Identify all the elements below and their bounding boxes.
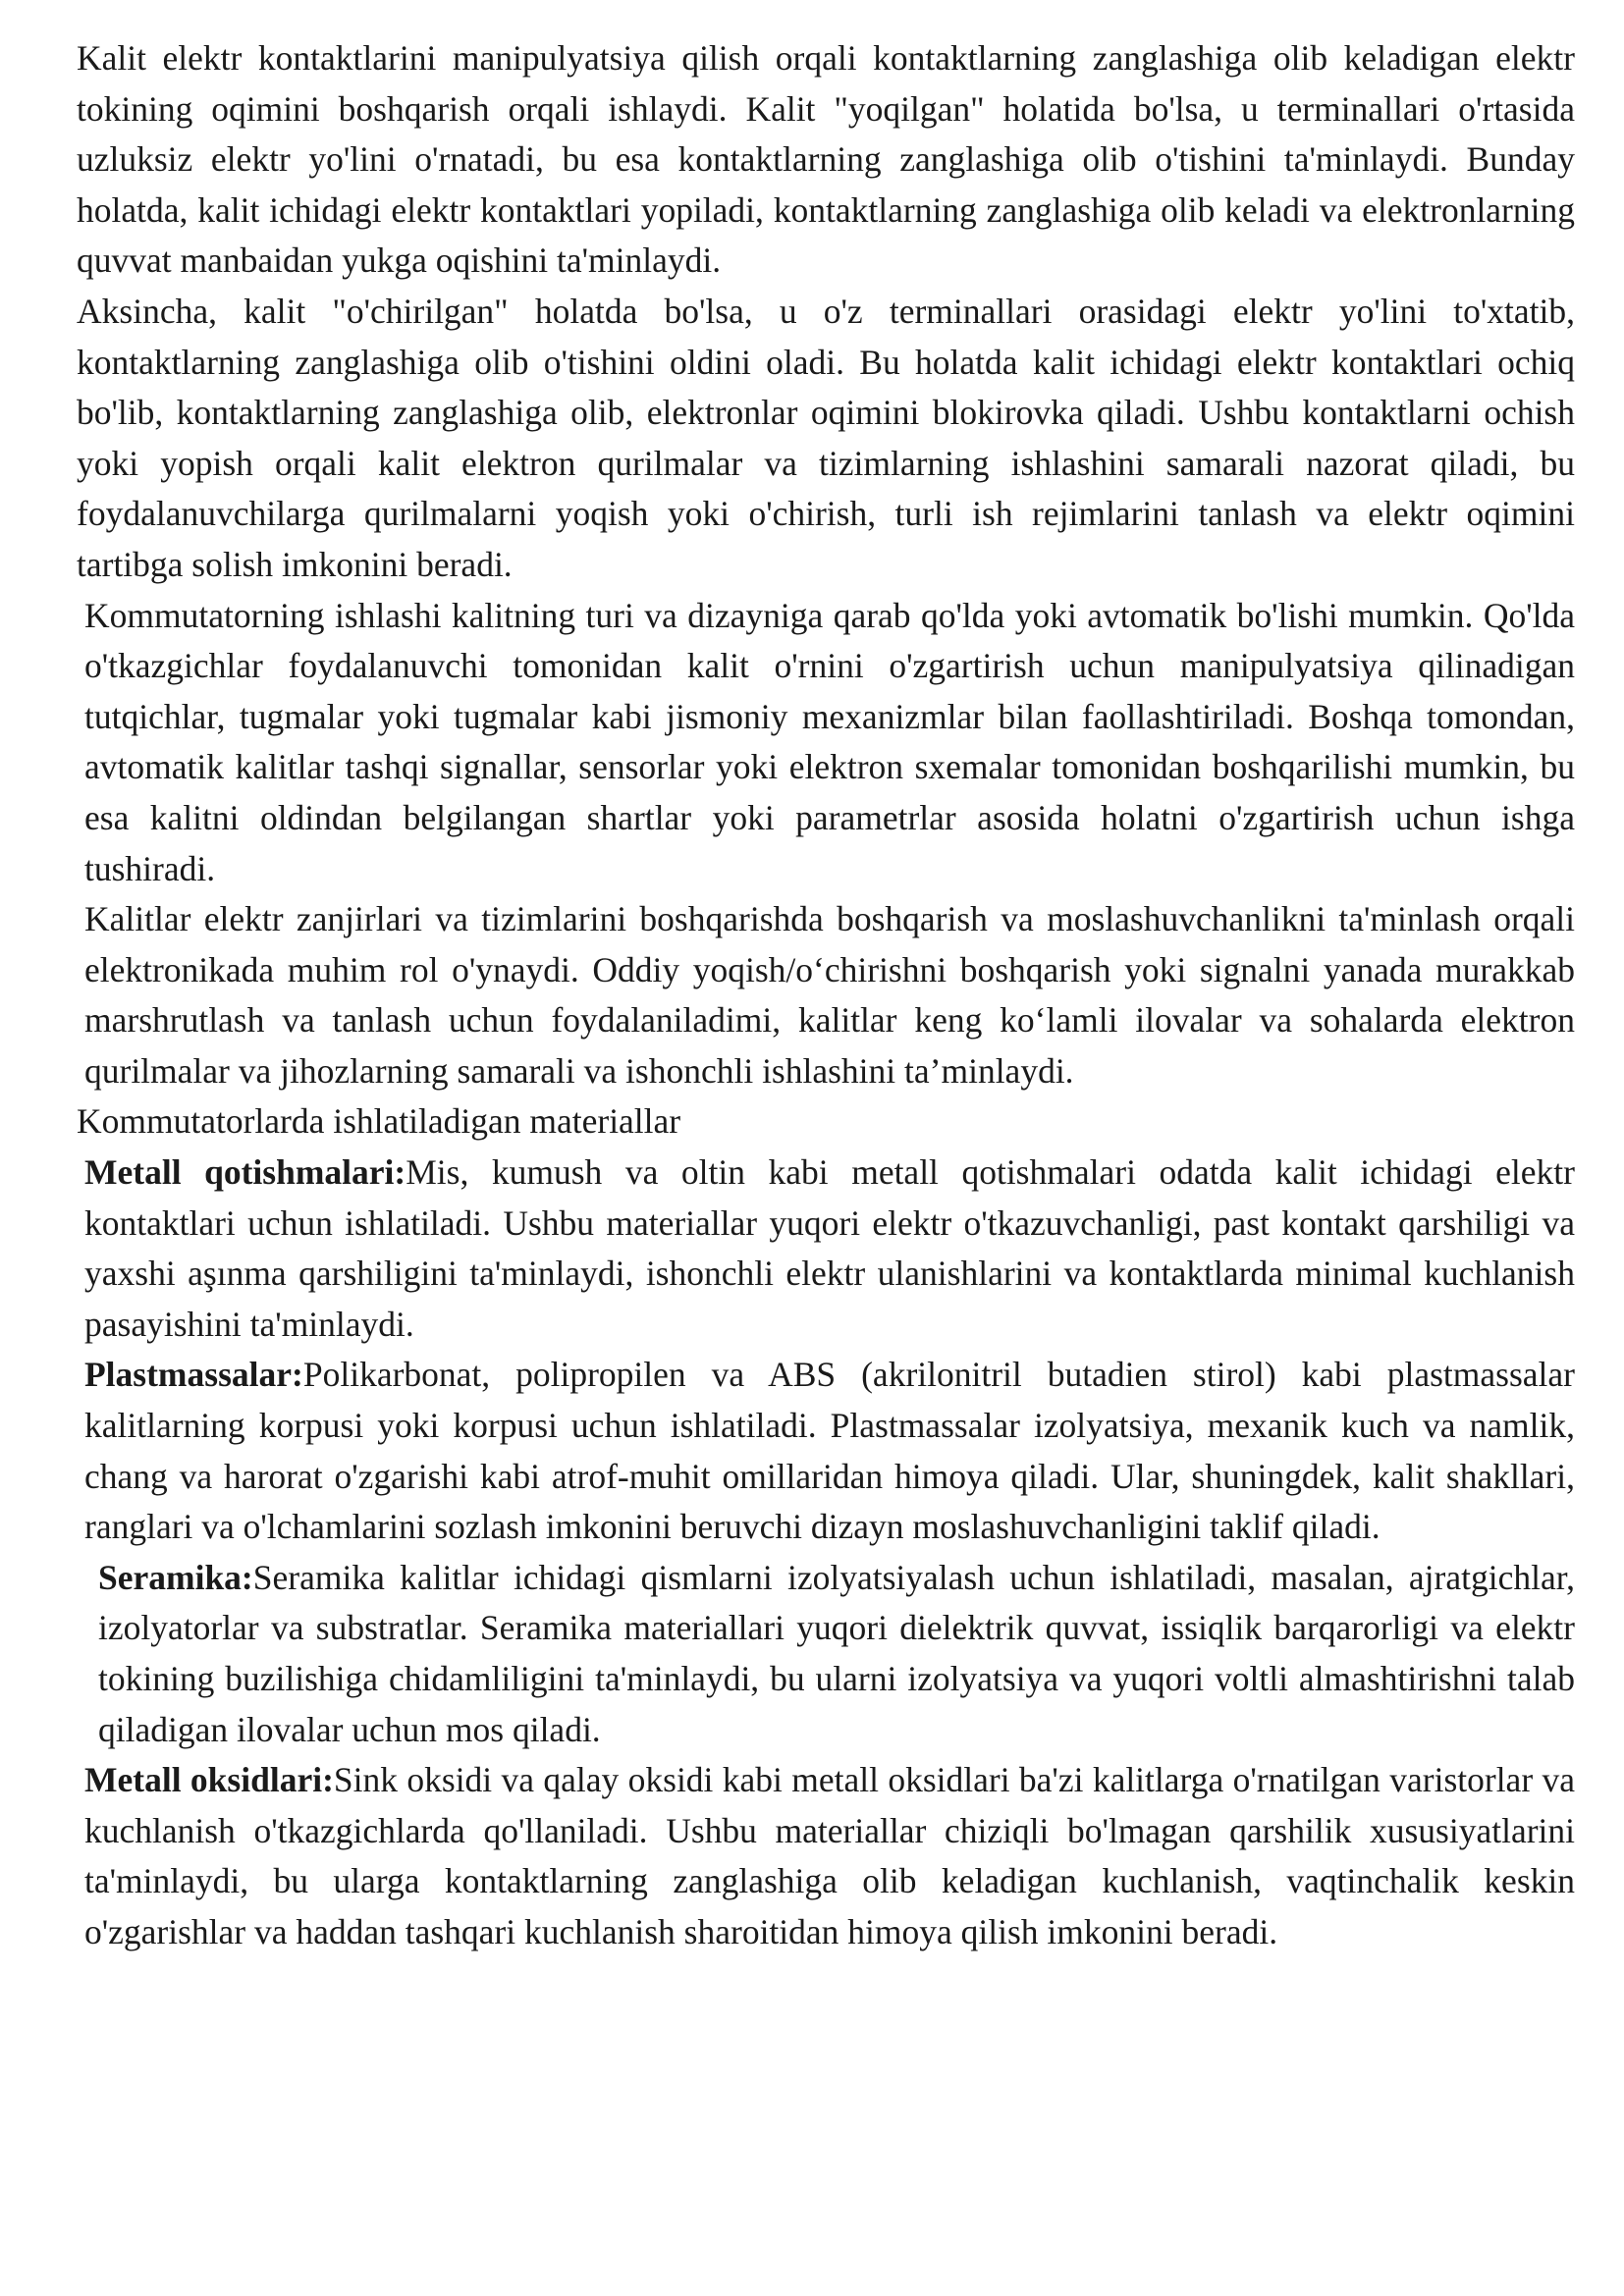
material-term: Seramika: [98, 1557, 253, 1597]
paragraph-switch-on-state: Kalit elektr kontaktlarini manipulyatsiya qilish orqali kontaktlarning zanglashiga olib keladigan elektr tokining oqimini boshqarish orqali ishlaydi. Kalit "yoqilgan" holatida bo'lsa, u terminallari o'rtasida uzluksiz elektr yo'lini o'rnatadi, bu esa kontaktlarning zanglashiga olib o'tishini ta'minlaydi. Bunday holatda, kalit ichidagi elektr kontaktlari yopiladi, kontaktlarning zanglashiga olib keladi va elektronlarning quvvat manbaidan yukga oqishini ta'minlaydi. [77, 38, 1575, 281]
material-term: Plastmassalar: [84, 1355, 303, 1395]
material-description: Sink oksidi va qalay oksidi kabi metall oksidlari ba'zi kalitlarga o'rnatilgan varistorlar va kuchlanish o'tkazgichlarda qo'llaniladi. Ushbu materiallar chiziqli bo'lmagan qarshilik xususiyatlarini ta'minlaydi, bu ularga kontaktlarning zanglashiga olib keladigan kuchlanish, vaqtinchalik keskin o'zgarishlar va haddan tashqari kuchlanish sharoitidan himoya qilish imkonini beradi. [84, 1760, 1576, 1951]
material-plastics [77, 1350, 1575, 1552]
paragraph-switch-off-state: Aksincha, kalit "o'chirilgan" holatda bo'lsa, u o'z terminallari orasidagi elektr yo'lini to'xtatib, kontaktlarning zanglashiga olib o'tishini oldini oladi. Bu holatda kalit ichidagi elektr kontaktlari ochiq bo'lib, kontaktlarning zanglashiga olib, elektronlar oqimini blokirovka qiladi. Ushbu kontaktlarni ochish yoki yopish orqali kalit elektron qurilmalar va tizimlarning ishlashini samarali nazorat qiladi, bu foydalanuvchilarga qurilmalarni yoqish yoki o'chirish, turli ish rejimlarini tanlash va elektr oqimini tartibga solish imkonini beradi. [77, 291, 1575, 584]
material-description: Mis, kumush va oltin kabi metall qotishmalari odatda kalit ichidagi elektr kontaktlari uchun ishlatiladi. Ushbu materiallar yuqori elektr o'tkazuvchanligi, past kontakt qarshiligi va yaxshi aşınma qarshiligini ta'minlaydi, ishonchli elektr ulanishlarini va kontaktlarda minimal kuchlanish pasayishini ta'minlaydi. [84, 1152, 1575, 1344]
paragraph-manual-automatic: Kommutatorning ishlashi kalitning turi va dizayniga qarab qo'lda yoki avtomatik bo'lishi mumkin. Qo'lda o'tkazgichlar foydalanuvchi tomonidan kalit o'rnini o'zgartirish uchun manipulyatsiya qilinadigan tutqichlar, tugmalar yoki tugmalar kabi jismoniy mexanizmlar bilan faollashtiriladi. Boshqa tomondan, avtomatik kalitlar tashqi signallar, sensorlar yoki elektron sxemalar tomonidan boshqarilishi mumkin, bu esa kalitni oldindan belgilangan shartlar yoki parametrlar asosida holatni o'zgartirish uchun ishga tushiradi. [84, 595, 1575, 888]
material-description: Polikarbonat, polipropilen va ABS (akrilonitril butadien stirol) kabi plastmassalar kalitlarning korpusi yoki korpusi uchun ishlatiladi. Plastmassalar izolyatsiya, mexanik kuch va namlik, chang va harorat o'zgarishi kabi atrof-muhit omillaridan himoya qiladi. Ular, shuningdek, kalit shakllari, ranglari va o'lchamlarini sozlash imkonini beruvchi dizayn moslashuvchanligini taklif qiladi. [84, 1355, 1575, 1547]
paragraph-role-in-electronics: Kalitlar elektr zanjirlari va tizimlarini boshqarishda boshqarish va moslashuvchanlikni ta'minlash orqali elektronikada muhim rol o'ynaydi. Oddiy yoqish/o‘chirishni boshqarish yoki signalni yanada murakkab marshrutlash va tanlash uchun foydalaniladimi, kalitlar keng ko‘lamli ilovalar va sohalarda elektron qurilmalar va jihozlarning samarali va ishonchli ishlashini ta’minlaydi. [84, 899, 1575, 1091]
material-term: Metall qotishmalari: [84, 1152, 406, 1193]
material-description: Seramika kalitlar ichidagi qismlarni izolyatsiyalash uchun ishlatiladi, masalan, ajratgichlar, izolyatorlar va substratlar. Seramika materiallari yuqori dielektrik quvvat, issiqlik barqarorligi va elektr tokining buzilishiga chidamliligini ta'minlaydi, bu ularni izolyatsiya va yuqori voltli almashtirishni talab qiladigan ilovalar uchun mos qiladi. [98, 1557, 1575, 1749]
document-page [77, 33, 1575, 1958]
material-metal-alloys [77, 1148, 1575, 1350]
section-heading: Kommutatorlarda ishlatiladigan materiallar [77, 1101, 681, 1142]
material-term: Metall oksidlari: [84, 1760, 334, 1800]
material-ceramics [77, 1553, 1575, 1755]
material-metal-oxides [77, 1755, 1575, 1957]
